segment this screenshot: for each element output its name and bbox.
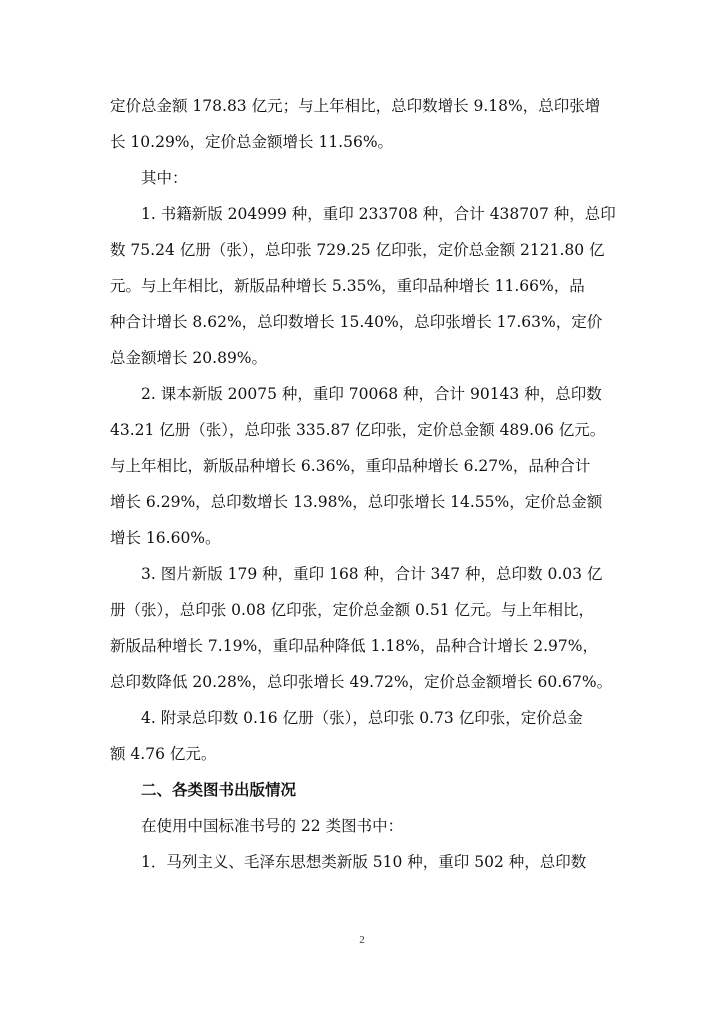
body-line: 元。与上年相比，新版品种增长 5.35%，重印品种增长 11.66%，品	[110, 277, 585, 295]
list-item-textbooks-line: 2. 课本新版 20075 种，重印 70068 种，合计 90143 种，总印数	[141, 385, 602, 403]
body-line: 43.21 亿册（张），总印张 335.87 亿印张，定价总金额 489.06 亿元。	[110, 421, 606, 439]
document-body	[110, 88, 618, 880]
body-line: 与上年相比，新版品种增长 6.36%，重印品种增长 6.27%，品种合计	[110, 457, 591, 475]
body-line: 定价总金额 178.83 亿元；与上年相比，总印数增长 9.18%，总印张增	[110, 97, 601, 115]
body-line: 种合计增长 8.62%，总印数增长 15.40%，总印张增长 17.63%，定价	[110, 313, 603, 331]
body-line: 总印数降低 20.28%，总印张增长 49.72%，定价总金额增长 60.67%。	[110, 673, 613, 691]
list-item-pictures-line: 3. 图片新版 179 种，重印 168 种，合计 347 种，总印数 0.03 亿	[141, 565, 603, 583]
list-item-marxism-line: 1．马列主义、毛泽东思想类新版 510 种，重印 502 种，总印数	[141, 853, 587, 871]
body-line: 额 4.76 亿元。	[110, 745, 217, 763]
body-line: 增长 6.29%，总印数增长 13.98%，总印张增长 14.55%，定价总金额	[110, 493, 603, 511]
section-heading: 二、各类图书出版情况	[141, 780, 297, 799]
list-item-appendix-line: 4. 附录总印数 0.16 亿册（张），总印张 0.73 亿印张，定价总金	[141, 709, 583, 727]
body-line: 新版品种增长 7.19%，重印品种降低 1.18%，品种合计增长 2.97%，	[110, 637, 599, 655]
body-line: 长 10.29%，定价总金额增长 11.56%。	[110, 133, 394, 151]
body-line: 在使用中国标准书号的 22 类图书中：	[141, 817, 404, 835]
body-line: 增长 16.60%。	[110, 529, 221, 547]
list-item-books-line: 1. 书籍新版 204999 种，重印 233708 种，合计 438707 种，总印	[141, 205, 616, 223]
body-line: 其中：	[141, 169, 188, 187]
page-number: 2	[359, 934, 365, 946]
body-line: 数 75.24 亿册（张），总印张 729.25 亿印张，定价总金额 2121.80 亿	[110, 241, 605, 259]
body-line: 总金额增长 20.89%。	[110, 349, 268, 367]
body-line: 册（张），总印张 0.08 亿印张，定价总金额 0.51 亿元。与上年相比，	[110, 601, 594, 619]
